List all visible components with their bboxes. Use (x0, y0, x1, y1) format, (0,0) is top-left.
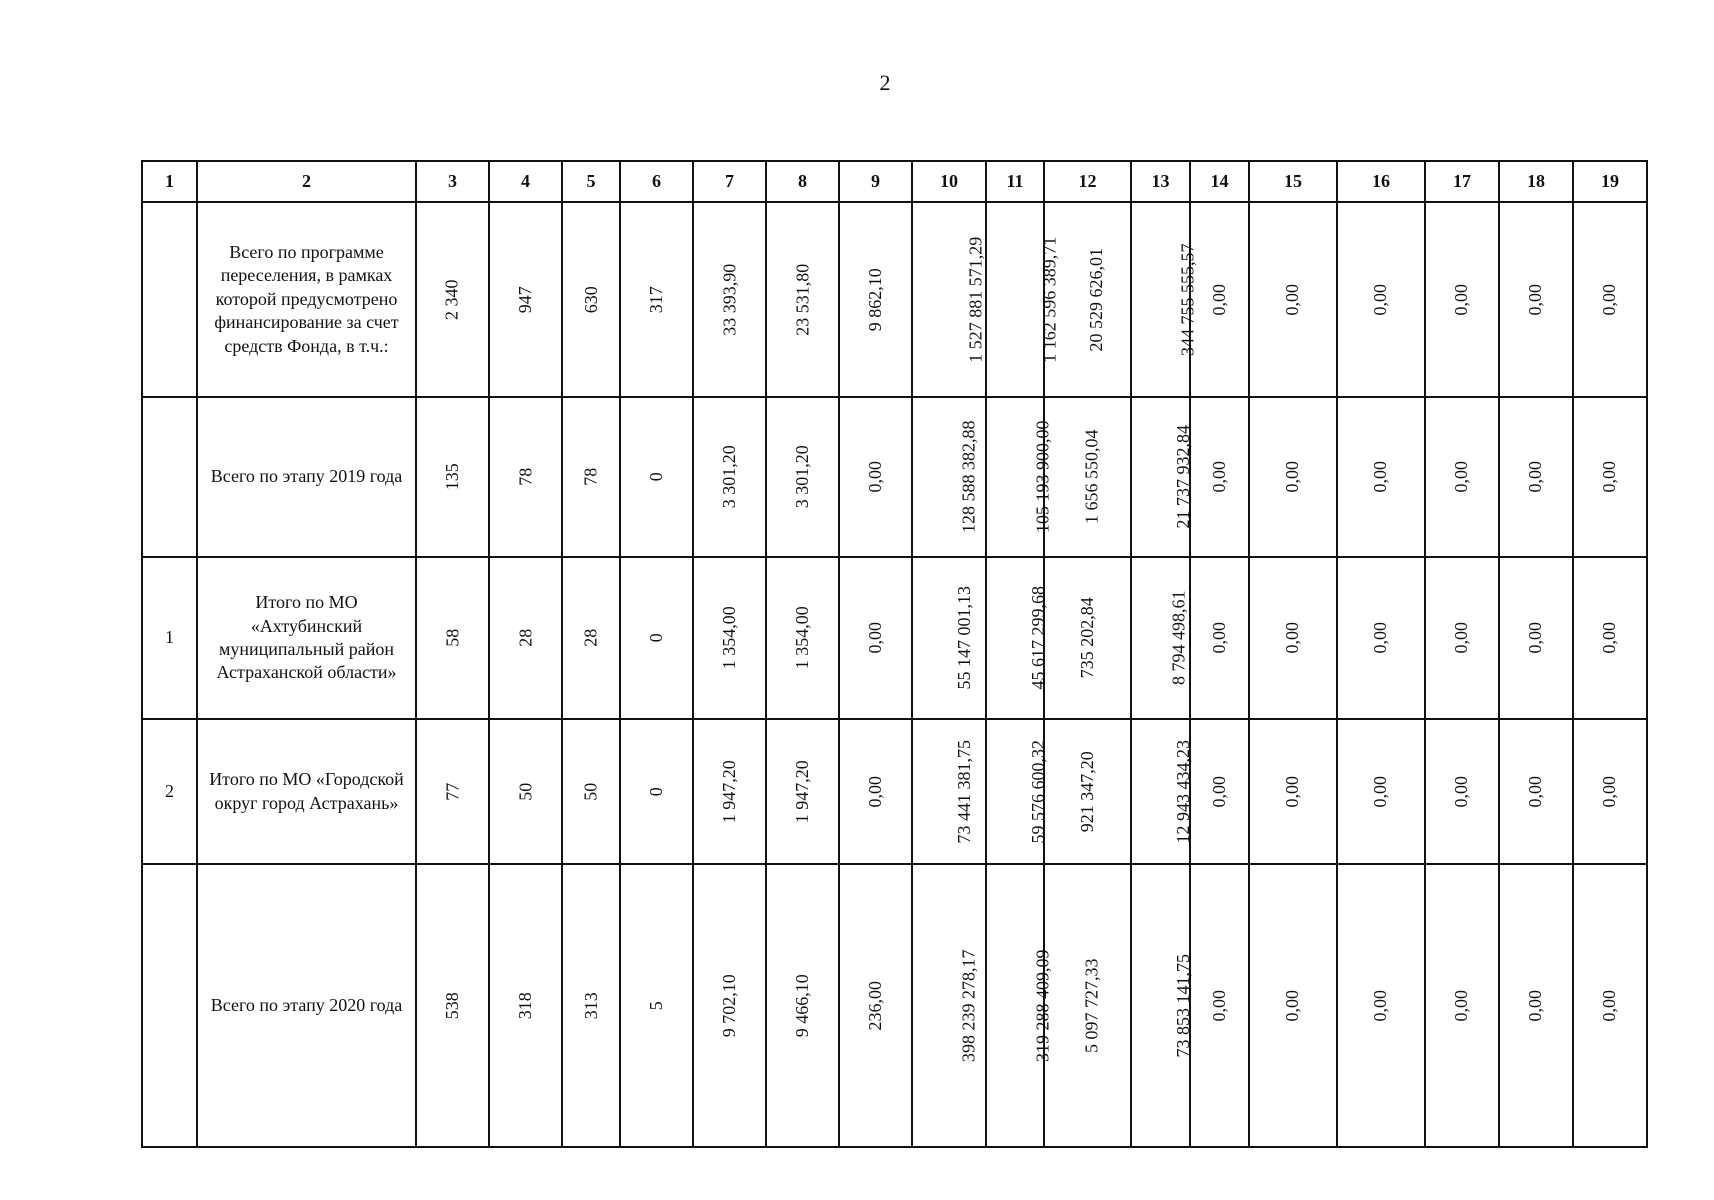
cell-value: 78 (514, 467, 535, 486)
cell-value: 128 588 382,88 (958, 420, 979, 534)
cell-value: 0,00 (864, 461, 885, 493)
table-row (142, 397, 1647, 557)
cell-value: 0,00 (1451, 461, 1472, 493)
cell-value: 28 (514, 628, 535, 647)
cell-value: 3 301,20 (791, 445, 812, 509)
cell-value: 0,00 (1208, 622, 1229, 654)
cell-value: 0,00 (1451, 622, 1472, 654)
cell-value: 318 (514, 991, 535, 1019)
row-label: Итого по МО «Городской округ город Астрахань» (197, 719, 416, 864)
cell-value: 0 (645, 472, 666, 482)
row-label: Итого по МО «Ахтубинский муниципальный район Астраханской области» (197, 557, 416, 719)
cell-value: 8 794 498,61 (1168, 590, 1189, 686)
cell-value: 0,00 (1370, 461, 1391, 493)
cell-value: 58 (441, 628, 462, 647)
cell-value: 73 441 381,75 (954, 739, 975, 844)
header-row (142, 161, 1647, 202)
cell-value: 0,00 (1282, 989, 1303, 1022)
cell-value: 0,00 (1525, 775, 1546, 808)
cell-value: 735 202,84 (1076, 597, 1097, 679)
cell-value: 78 (580, 467, 601, 486)
cell-value: 921 347,20 (1076, 750, 1097, 832)
cell-value: 1 947,20 (718, 759, 739, 823)
cell-value: 344 755 555,57 (1177, 243, 1198, 356)
cell-value: 21 737 932,84 (1173, 425, 1194, 529)
cell-value: 0 (645, 786, 666, 796)
cell-value: 1 947,20 (791, 759, 812, 823)
cell-value: 77 (441, 782, 462, 801)
cell-value: 59 576 600,32 (1028, 739, 1049, 844)
cell-value: 135 (441, 463, 462, 491)
cell-value: 0,00 (1370, 283, 1391, 316)
cell-value: 319 288 409,09 (1032, 949, 1053, 1062)
cell-value: 55 147 001,13 (954, 586, 975, 690)
col-header: 12 (1044, 161, 1131, 202)
cell-value: 398 239 278,17 (958, 949, 979, 1062)
cell-value: 2 340 (441, 279, 462, 320)
row-number (142, 202, 197, 397)
cell-value: 5 (645, 1000, 666, 1010)
cell-value: 538 (441, 991, 462, 1019)
cell-value: 0,00 (1525, 989, 1546, 1022)
program-table (141, 160, 1648, 1148)
cell-value: 0,00 (864, 775, 885, 808)
cell-value: 0,00 (1599, 775, 1620, 808)
cell-value: 630 (580, 285, 601, 313)
col-header: 2 (197, 161, 416, 202)
col-header: 9 (839, 161, 912, 202)
cell-value: 0,00 (1208, 989, 1229, 1022)
cell-value: 0,00 (1599, 461, 1620, 493)
cell-value: 9 862,10 (864, 267, 885, 331)
row-label: Всего по этапу 2019 года (197, 397, 416, 557)
row-number (142, 864, 197, 1147)
cell-value: 0,00 (1282, 283, 1303, 316)
cell-value: 1 162 596 389,71 (1039, 236, 1060, 363)
cell-value: 0,00 (1525, 461, 1546, 493)
cell-value: 0,00 (1282, 775, 1303, 808)
cell-value: 0,00 (1208, 461, 1229, 493)
cell-value: 45 617 299,68 (1028, 586, 1049, 690)
cell-value: 0,00 (1208, 775, 1229, 808)
cell-value: 0,00 (1451, 775, 1472, 808)
cell-value: 0,00 (1599, 622, 1620, 654)
col-header: 16 (1337, 161, 1425, 202)
cell-value: 236,00 (864, 980, 885, 1031)
cell-value: 0,00 (1451, 989, 1472, 1022)
cell-value: 1 656 550,04 (1081, 429, 1102, 525)
col-header: 14 (1190, 161, 1249, 202)
table-row (142, 719, 1647, 864)
cell-value: 0,00 (864, 622, 885, 654)
cell-value: 0,00 (1599, 283, 1620, 316)
cell-value: 12 943 434,23 (1173, 739, 1194, 844)
cell-value: 33 393,90 (719, 263, 740, 336)
cell-value: 50 (514, 782, 535, 801)
col-header: 7 (693, 161, 766, 202)
table-row (142, 864, 1647, 1147)
cell-value: 73 853 141,75 (1173, 953, 1194, 1058)
row-number: 1 (142, 557, 197, 719)
col-header: 13 (1131, 161, 1190, 202)
table-row (142, 557, 1647, 719)
col-header: 8 (766, 161, 839, 202)
cell-value: 0,00 (1370, 989, 1391, 1022)
cell-value: 0,00 (1370, 622, 1391, 654)
col-header: 17 (1425, 161, 1499, 202)
cell-value: 0,00 (1525, 622, 1546, 654)
cell-value: 9 466,10 (791, 973, 812, 1037)
cell-value: 0,00 (1370, 775, 1391, 808)
cell-value: 5 097 727,33 (1081, 958, 1102, 1053)
col-header: 4 (489, 161, 562, 202)
cell-value: 20 529 626,01 (1086, 247, 1107, 352)
col-header: 1 (142, 161, 197, 202)
col-header: 19 (1573, 161, 1647, 202)
col-header: 18 (1499, 161, 1573, 202)
cell-value: 0 (645, 633, 666, 643)
cell-value: 9 702,10 (718, 973, 739, 1037)
row-number (142, 397, 197, 557)
col-header: 3 (416, 161, 489, 202)
cell-value: 105 193 900,00 (1032, 420, 1053, 534)
cell-value: 0,00 (1208, 283, 1229, 316)
cell-value: 947 (514, 285, 535, 313)
table-row (142, 202, 1647, 397)
cell-value: 313 (580, 991, 601, 1019)
cell-value: 1 354,00 (718, 606, 739, 670)
cell-value: 0,00 (1525, 283, 1546, 316)
cell-value: 28 (580, 628, 601, 647)
cell-value: 0,00 (1599, 989, 1620, 1022)
col-header: 5 (562, 161, 620, 202)
cell-value: 1 354,00 (791, 606, 812, 670)
col-header: 6 (620, 161, 693, 202)
page-number: 2 (879, 70, 891, 95)
cell-value: 3 301,20 (718, 445, 739, 509)
cell-value: 0,00 (1451, 283, 1472, 316)
cell-value: 317 (645, 285, 666, 313)
cell-value: 0,00 (1282, 622, 1303, 654)
cell-value: 50 (580, 782, 601, 801)
row-number: 2 (142, 719, 197, 864)
col-header: 10 (912, 161, 986, 202)
row-label: Всего по этапу 2020 года (197, 864, 416, 1147)
col-header: 15 (1249, 161, 1337, 202)
cell-value: 1 527 881 571,29 (965, 236, 986, 363)
cell-value: 0,00 (1282, 461, 1303, 493)
row-label: Всего по программе переселения, в рамках которой предусмотрено финансирование за счет средств Фонда, в т.ч.: (197, 202, 416, 397)
col-header: 11 (986, 161, 1044, 202)
cell-value: 23 531,80 (792, 263, 813, 336)
